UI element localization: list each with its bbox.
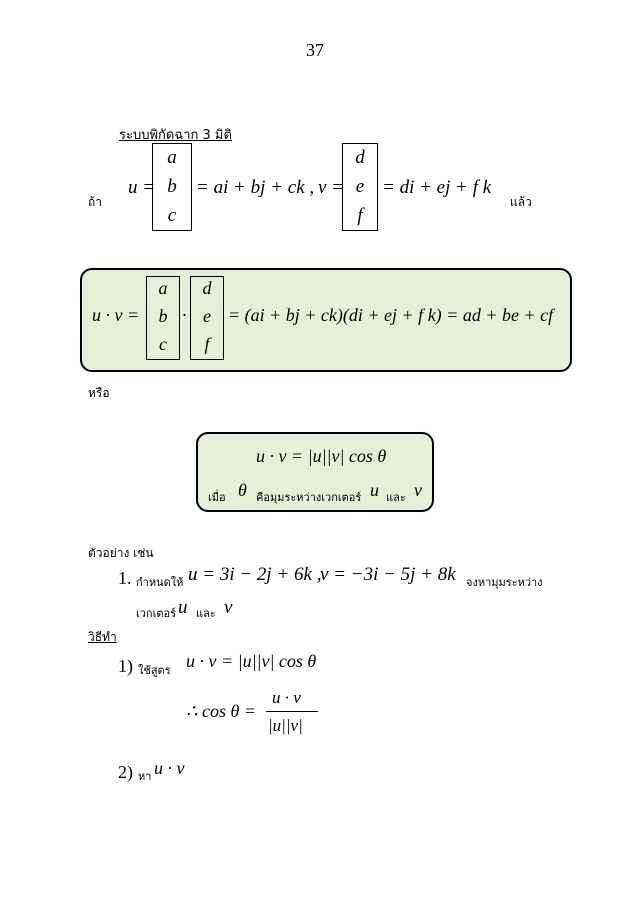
v-component-e: e [355, 176, 365, 197]
u-eq-text: u = [128, 177, 156, 198]
example-v-definition: v = −3i − 5j + 8k [320, 564, 456, 585]
angle-formula-box [196, 432, 434, 512]
u-column-vector [152, 143, 192, 231]
step1-cos-lhs: ∴ cos θ = [186, 701, 256, 721]
u-component-c: c [167, 205, 177, 226]
solution-heading: วิธีทำ [88, 630, 117, 644]
box1-left-column [146, 276, 180, 360]
u-component-a: a [167, 147, 177, 168]
v-equals: v = [318, 177, 345, 198]
step2-label: หา [138, 770, 152, 783]
box1-right-d: d [202, 278, 212, 298]
box2-and: และ [386, 491, 406, 504]
u-component-b: b [167, 176, 177, 197]
box2-u: u [370, 480, 379, 500]
example-and: และ [196, 607, 216, 620]
example-number: 1. [118, 568, 132, 588]
section-title: ระบบพิกัดฉาก 3 มิติ [119, 128, 232, 143]
box2-theta: θ [238, 480, 247, 500]
step1-number: 1) [118, 656, 133, 676]
def-then-label: แล้ว [510, 195, 532, 209]
or-label: หรือ [88, 386, 110, 400]
step1-formula: u · v = |u||v| cos θ [186, 651, 317, 671]
example-given: กำหนดให้ [136, 576, 184, 589]
v-component-d: d [355, 147, 365, 168]
v-column-vector [342, 143, 378, 231]
box2-v: v [414, 480, 422, 500]
step2-expr: u · v [154, 758, 185, 778]
step1-label: ใช้สูตร [138, 664, 171, 677]
v-expansion: = di + ej + f k [382, 177, 492, 198]
def-if-label: ถ้า [88, 195, 103, 209]
box1-left-c: c [159, 334, 167, 354]
step2-number: 2) [118, 762, 133, 782]
step1-denominator: |u||v| [268, 716, 303, 735]
step1-numerator: u · v [272, 688, 301, 707]
page-number: 37 [306, 40, 324, 60]
example-v: v [224, 597, 233, 618]
box1-right-column [190, 276, 224, 360]
box1-left-a: a [158, 278, 168, 298]
box2-where: เมื่อ [208, 491, 226, 504]
box1-right-f: f [204, 334, 210, 354]
box2-formula: u · v = |u||v| cos θ [256, 446, 387, 466]
example-vectors-word: เวกเตอร์ [136, 607, 177, 620]
example-heading: ตัวอย่าง เช่น [88, 546, 154, 560]
example-task: จงหามุมระหว่าง [466, 576, 543, 589]
box1-right-e: e [203, 306, 211, 326]
box2-desc: คือมุมระหว่างเวกเตอร์ [256, 491, 362, 504]
box1-rhs: = (ai + bj + ck)(di + ej + f k) = ad + be + cf [228, 305, 554, 325]
step1-fraction-bar [266, 711, 318, 712]
box1-dot: · [182, 305, 187, 325]
box1-lhs: u · v = [92, 305, 140, 325]
box1-left-b: b [158, 306, 168, 326]
example-u: u [178, 597, 188, 618]
example-u-definition: u = 3i − 2j + 6k , [188, 564, 322, 585]
dot-product-definition-box [80, 268, 572, 372]
v-component-f: f [357, 205, 363, 226]
u-expansion: = ai + bj + ck , [196, 177, 315, 198]
